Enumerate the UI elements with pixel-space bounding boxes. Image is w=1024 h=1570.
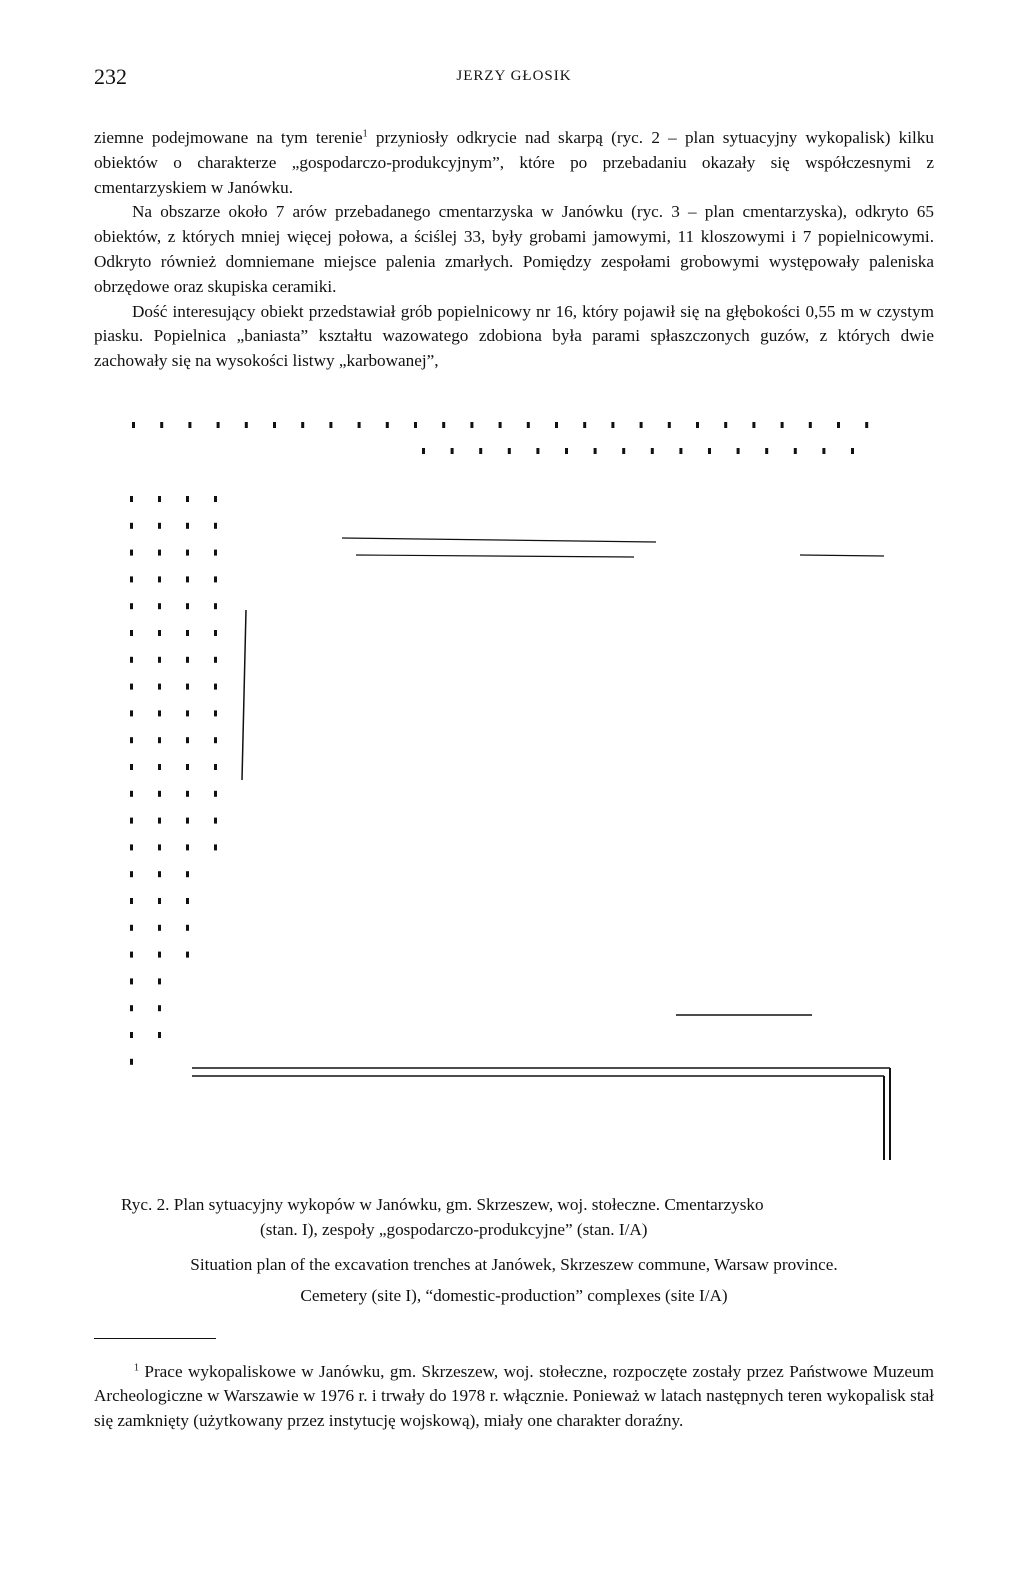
stake-marker xyxy=(130,630,133,636)
stake-marker xyxy=(527,422,530,428)
stake-marker xyxy=(130,710,133,716)
stake-marker xyxy=(158,603,161,609)
stake-marker xyxy=(158,898,161,904)
stake-marker xyxy=(622,448,625,454)
stake-marker xyxy=(130,764,133,770)
stake-marker xyxy=(186,523,189,529)
stake-marker xyxy=(186,630,189,636)
stake-marker xyxy=(130,898,133,904)
stake-marker xyxy=(214,550,217,556)
stake-marker xyxy=(186,576,189,582)
stake-marker xyxy=(130,684,133,690)
running-head: JERZY GŁOSIK xyxy=(456,68,572,84)
stake-marker xyxy=(158,657,161,663)
stake-marker xyxy=(414,422,417,428)
stake-marker xyxy=(724,422,727,428)
stake-marker xyxy=(696,422,699,428)
stake-marker xyxy=(583,422,586,428)
stake-marker xyxy=(158,925,161,931)
stake-marker xyxy=(301,422,304,428)
stake-marker xyxy=(158,576,161,582)
footnote-text: Prace wykopaliskowe w Janówku, gm. Skrzeszew, woj. stołeczne, rozpoczęte zostały przez Państwowe Muzeum Archeologiczne w Warszawie w 1976 r. i trwały do 1978 r. włącznie. Ponieważ w latach następnych teren wykopalisk stał się zamknięty (użytkowany przez instytucję wojskową), miały one charakter doraźny. xyxy=(94,1362,934,1430)
stake-marker xyxy=(158,710,161,716)
stake-marker xyxy=(781,422,784,428)
stake-marker xyxy=(214,737,217,743)
trench-line-2 xyxy=(356,555,634,557)
stake-marker xyxy=(451,448,454,454)
stake-marker xyxy=(158,523,161,529)
footnote-rule xyxy=(94,1338,216,1339)
stake-marker xyxy=(640,422,643,428)
stake-marker xyxy=(611,422,614,428)
stake-marker xyxy=(214,791,217,797)
stake-marker xyxy=(158,844,161,850)
stake-marker xyxy=(214,523,217,529)
stake-marker xyxy=(160,422,163,428)
stake-marker xyxy=(329,422,332,428)
stake-marker xyxy=(752,422,755,428)
stake-marker xyxy=(186,898,189,904)
stake-marker xyxy=(130,952,133,958)
footnote xyxy=(94,1360,934,1433)
stake-marker xyxy=(130,657,133,663)
stake-marker xyxy=(214,710,217,716)
stake-marker xyxy=(186,925,189,931)
stake-marker xyxy=(130,1032,133,1038)
stake-marker xyxy=(499,422,502,428)
caption-polish-line-2: (stan. I), zespoły „gospodarczo-produkcyjne” (stan. I/A) xyxy=(260,1220,648,1239)
stake-marker xyxy=(130,791,133,797)
footnote-ref: 1 xyxy=(362,128,368,140)
stake-marker xyxy=(186,496,189,502)
stake-marker xyxy=(158,684,161,690)
stake-marker xyxy=(214,844,217,850)
stake-marker xyxy=(130,925,133,931)
stake-marker xyxy=(158,550,161,556)
stake-marker xyxy=(130,576,133,582)
stake-marker xyxy=(186,550,189,556)
stake-marker xyxy=(158,496,161,502)
stake-marker xyxy=(470,422,473,428)
stake-marker xyxy=(679,448,682,454)
stake-marker xyxy=(479,448,482,454)
stake-marker xyxy=(158,1005,161,1011)
stake-marker xyxy=(186,791,189,797)
stake-marker xyxy=(158,818,161,824)
stake-marker xyxy=(186,764,189,770)
stake-marker xyxy=(668,422,671,428)
stake-marker xyxy=(130,737,133,743)
stake-marker xyxy=(565,448,568,454)
stake-marker xyxy=(865,422,868,428)
stake-marker xyxy=(158,630,161,636)
stake-marker xyxy=(188,422,191,428)
stake-marker xyxy=(851,448,854,454)
stake-marker xyxy=(130,871,133,877)
stake-marker xyxy=(422,448,425,454)
stake-marker xyxy=(794,448,797,454)
stake-marker xyxy=(186,710,189,716)
stake-marker xyxy=(130,523,133,529)
stake-marker xyxy=(214,630,217,636)
stake-marker xyxy=(442,422,445,428)
paragraph-2: Na obszarze około 7 arów przebadanego cmentarzyska w Janówku (ryc. 3 – plan cmentarzyska), odkryto 65 obiektów, z których mniej więcej połowa, a ściślej 33, były grobami jamowymi, 11 kloszowymi i 7 popielnicowymi. Odkryto również domniemane miejsce palenia zmarłych. Pomiędzy zespołami grobowymi występowały paleniska obrzędowe oraz skupiska ceramiki. xyxy=(94,202,934,296)
stake-marker xyxy=(273,422,276,428)
stake-marker xyxy=(214,684,217,690)
stake-marker xyxy=(245,422,248,428)
stake-marker xyxy=(158,952,161,958)
stake-marker xyxy=(217,422,220,428)
stake-marker xyxy=(130,1005,133,1011)
stake-marker xyxy=(214,764,217,770)
figure-site-plan xyxy=(94,400,934,1170)
stake-marker xyxy=(186,684,189,690)
footnote-marker: 1 xyxy=(134,1362,139,1374)
stake-marker xyxy=(809,422,812,428)
paragraph-1: ziemne podejmowane na tym terenie$^1$ przyniosły odkrycie nad skarpą (ryc. 2 – plan sytuacyjny wykopalisk) kilku obiektów o charakterze „gospodarczo-produkcyjnym”, które po przebadaniu okazały się współczesnymi z cmentarzyskiem w Janówku. xyxy=(94,128,934,197)
dotted-line-upper xyxy=(132,422,868,454)
stake-marker xyxy=(158,737,161,743)
stake-marker xyxy=(358,422,361,428)
stake-marker xyxy=(837,422,840,428)
stake-marker xyxy=(536,448,539,454)
body-text xyxy=(94,126,934,374)
stake-marker xyxy=(214,576,217,582)
page-header xyxy=(94,64,934,94)
stake-marker xyxy=(186,657,189,663)
caption-polish-line-1: Ryc. 2. Plan sytuacyjny wykopów w Janówku, gm. Skrzeszew, woj. stołeczne. Cmentarzysko xyxy=(121,1195,764,1214)
stake-marker xyxy=(130,978,133,984)
stake-marker xyxy=(651,448,654,454)
stake-marker xyxy=(158,1032,161,1038)
stake-marker xyxy=(214,496,217,502)
plan-lines xyxy=(192,538,890,1160)
caption-english-line-2: Cemetery (site I), “domestic-production” complexes (site I/A) xyxy=(300,1286,728,1305)
stake-marker xyxy=(130,844,133,850)
stake-marker xyxy=(555,422,558,428)
stake-marker xyxy=(708,448,711,454)
stake-marker xyxy=(214,657,217,663)
stake-marker xyxy=(130,1059,133,1065)
stake-marker xyxy=(386,422,389,428)
stake-marker xyxy=(822,448,825,454)
stake-marker xyxy=(508,448,511,454)
stake-marker xyxy=(130,496,133,502)
stake-marker xyxy=(186,737,189,743)
stake-marker xyxy=(186,871,189,877)
figure-caption xyxy=(94,1192,934,1308)
stake-marker xyxy=(158,791,161,797)
stake-marker xyxy=(737,448,740,454)
trench-line-1 xyxy=(342,538,656,542)
stake-marker xyxy=(186,844,189,850)
stake-marker xyxy=(186,952,189,958)
stake-marker xyxy=(214,603,217,609)
stake-marker xyxy=(594,448,597,454)
stake-marker xyxy=(158,764,161,770)
paragraph-3: Dość interesujący obiekt przedstawiał grób popielnicowy nr 16, który pojawił się na głębokości 0,55 m w czystym piasku. Popielnica „baniasta” kształtu wazowatego zdobiona była parami spłaszczonych guzów, z których dwie zachowały się na wysokości listwy „karbowanej”, xyxy=(94,301,934,371)
trench-line-3 xyxy=(800,555,884,556)
caption-english-line-1: Situation plan of the excavation trenches at Janówek, Skrzeszew commune, Warsaw province. xyxy=(190,1255,838,1274)
stake-marker xyxy=(132,422,135,428)
site-plan-drawing xyxy=(94,400,934,1170)
stake-marker xyxy=(186,603,189,609)
stake-marker xyxy=(765,448,768,454)
stake-marker xyxy=(130,603,133,609)
stake-marker xyxy=(214,818,217,824)
dotted-column xyxy=(130,496,217,1065)
stake-marker xyxy=(130,550,133,556)
stake-marker xyxy=(158,871,161,877)
stake-marker xyxy=(158,978,161,984)
stake-marker xyxy=(130,818,133,824)
page-number: 232 xyxy=(94,64,127,89)
scarp-line xyxy=(242,610,246,780)
stake-marker xyxy=(186,818,189,824)
